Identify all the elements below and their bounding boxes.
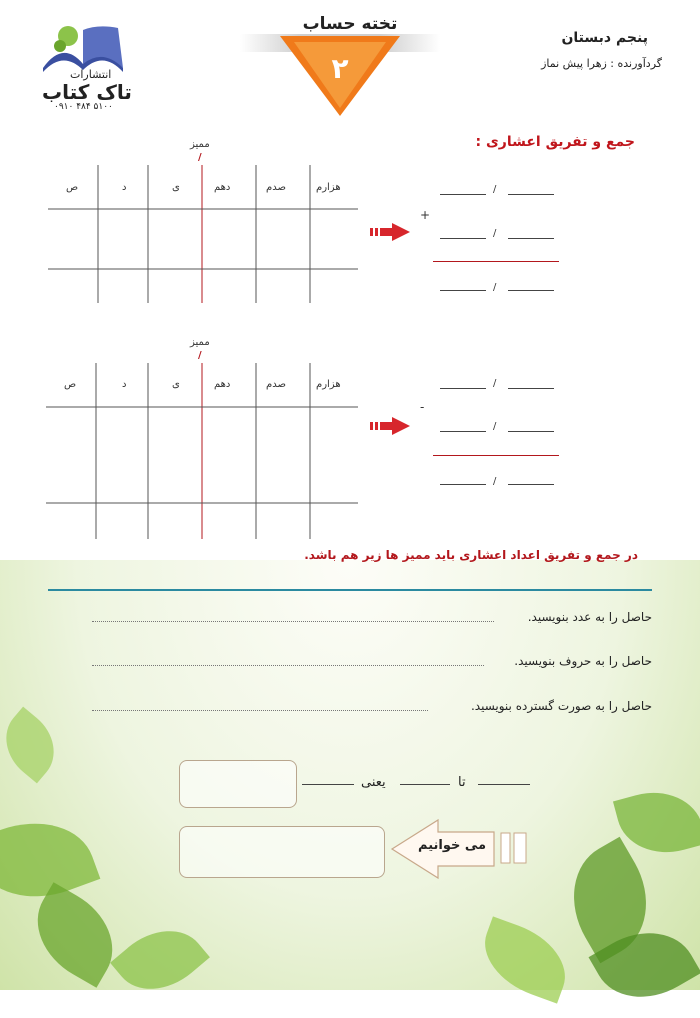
decimal-point-label: ممیز: [190, 139, 210, 150]
blank-decimal[interactable]: [508, 484, 554, 485]
blank-decimal[interactable]: [508, 194, 554, 195]
place-value-table: [46, 363, 360, 541]
decimal-slash: /: [493, 184, 497, 195]
publisher-line1: انتشارات: [70, 68, 112, 81]
banner-number-badge: [280, 36, 400, 118]
blank-middle[interactable]: [400, 784, 450, 785]
decimal-slash: /: [198, 152, 202, 163]
answer-line[interactable]: [92, 710, 428, 711]
place-value-table: [48, 165, 360, 305]
red-arrow-icon: [370, 416, 412, 436]
column-header-hundredths: صدم: [266, 379, 286, 390]
difference-line: [433, 455, 559, 456]
banner-number: ۲: [331, 52, 349, 85]
rule-note: در جمع و تفریق اعداد اعشاری باید ممیز ها زیر هم باشد.: [304, 548, 638, 562]
question-words: حاصل را به حروف بنویسید.: [514, 654, 652, 668]
column-header-ones: ی: [172, 182, 180, 193]
column-header-tenths: دهم: [214, 182, 231, 193]
blank-integer[interactable]: [440, 431, 486, 432]
column-header-ones: ی: [172, 379, 180, 390]
ta-label: تا: [458, 775, 466, 790]
blank-from[interactable]: [302, 784, 354, 785]
answer-line[interactable]: [92, 621, 494, 622]
column-header-thousandths: هزارم: [316, 182, 341, 193]
sum-line: [433, 261, 559, 262]
decimal-slash: /: [493, 228, 497, 239]
compiler-label: گردآورنده : زهرا پیش نماز: [541, 57, 662, 70]
blank-integer[interactable]: [440, 388, 486, 389]
publisher-phone: ۰۹۱۰ ۴۸۴ ۵۱۰۰: [54, 102, 113, 112]
section-title: جمع و تفریق اعشاری :: [475, 134, 635, 150]
minus-operator: -: [420, 400, 425, 414]
column-header-hundredths: صدم: [266, 182, 286, 193]
decimal-slash: /: [493, 282, 497, 293]
book-logo-icon: [38, 20, 128, 75]
read-label: می خوانیم: [418, 838, 487, 853]
blank-to[interactable]: [478, 784, 530, 785]
answer-line[interactable]: [92, 665, 484, 666]
plus-operator: +: [420, 208, 431, 222]
red-arrow-icon: [370, 222, 412, 242]
blank-decimal[interactable]: [508, 238, 554, 239]
column-header-hundreds: ص: [64, 379, 77, 390]
decimal-slash: /: [493, 476, 497, 487]
decimal-slash: /: [493, 378, 497, 389]
bars-icon: [500, 832, 528, 864]
section-separator: [48, 589, 652, 591]
column-header-thousandths: هزارم: [316, 379, 341, 390]
blank-decimal[interactable]: [508, 290, 554, 291]
column-header-tenths: دهم: [214, 379, 231, 390]
column-header-hundreds: ص: [66, 182, 79, 193]
answer-box[interactable]: [179, 760, 297, 808]
decimal-slash: /: [198, 350, 202, 361]
read-answer-box[interactable]: [179, 826, 385, 878]
blank-integer[interactable]: [440, 238, 486, 239]
decimal-slash: /: [493, 421, 497, 432]
grade-label: پنجم دبستان: [561, 30, 648, 46]
decimal-point-label: ممیز: [190, 337, 210, 348]
publisher-name: تاک کتاب: [42, 80, 132, 104]
banner-title: تخته حساب: [302, 14, 398, 34]
blank-decimal[interactable]: [508, 431, 554, 432]
yani-label: یعنی: [361, 775, 386, 790]
column-header-tens: د: [122, 182, 127, 193]
blank-integer[interactable]: [440, 290, 486, 291]
question-number: حاصل را به عدد بنویسید.: [527, 610, 652, 624]
blank-integer[interactable]: [440, 194, 486, 195]
column-header-tens: د: [122, 379, 127, 390]
blank-decimal[interactable]: [508, 388, 554, 389]
blank-integer[interactable]: [440, 484, 486, 485]
question-expanded: حاصل را به صورت گسترده بنویسید.: [470, 699, 652, 713]
